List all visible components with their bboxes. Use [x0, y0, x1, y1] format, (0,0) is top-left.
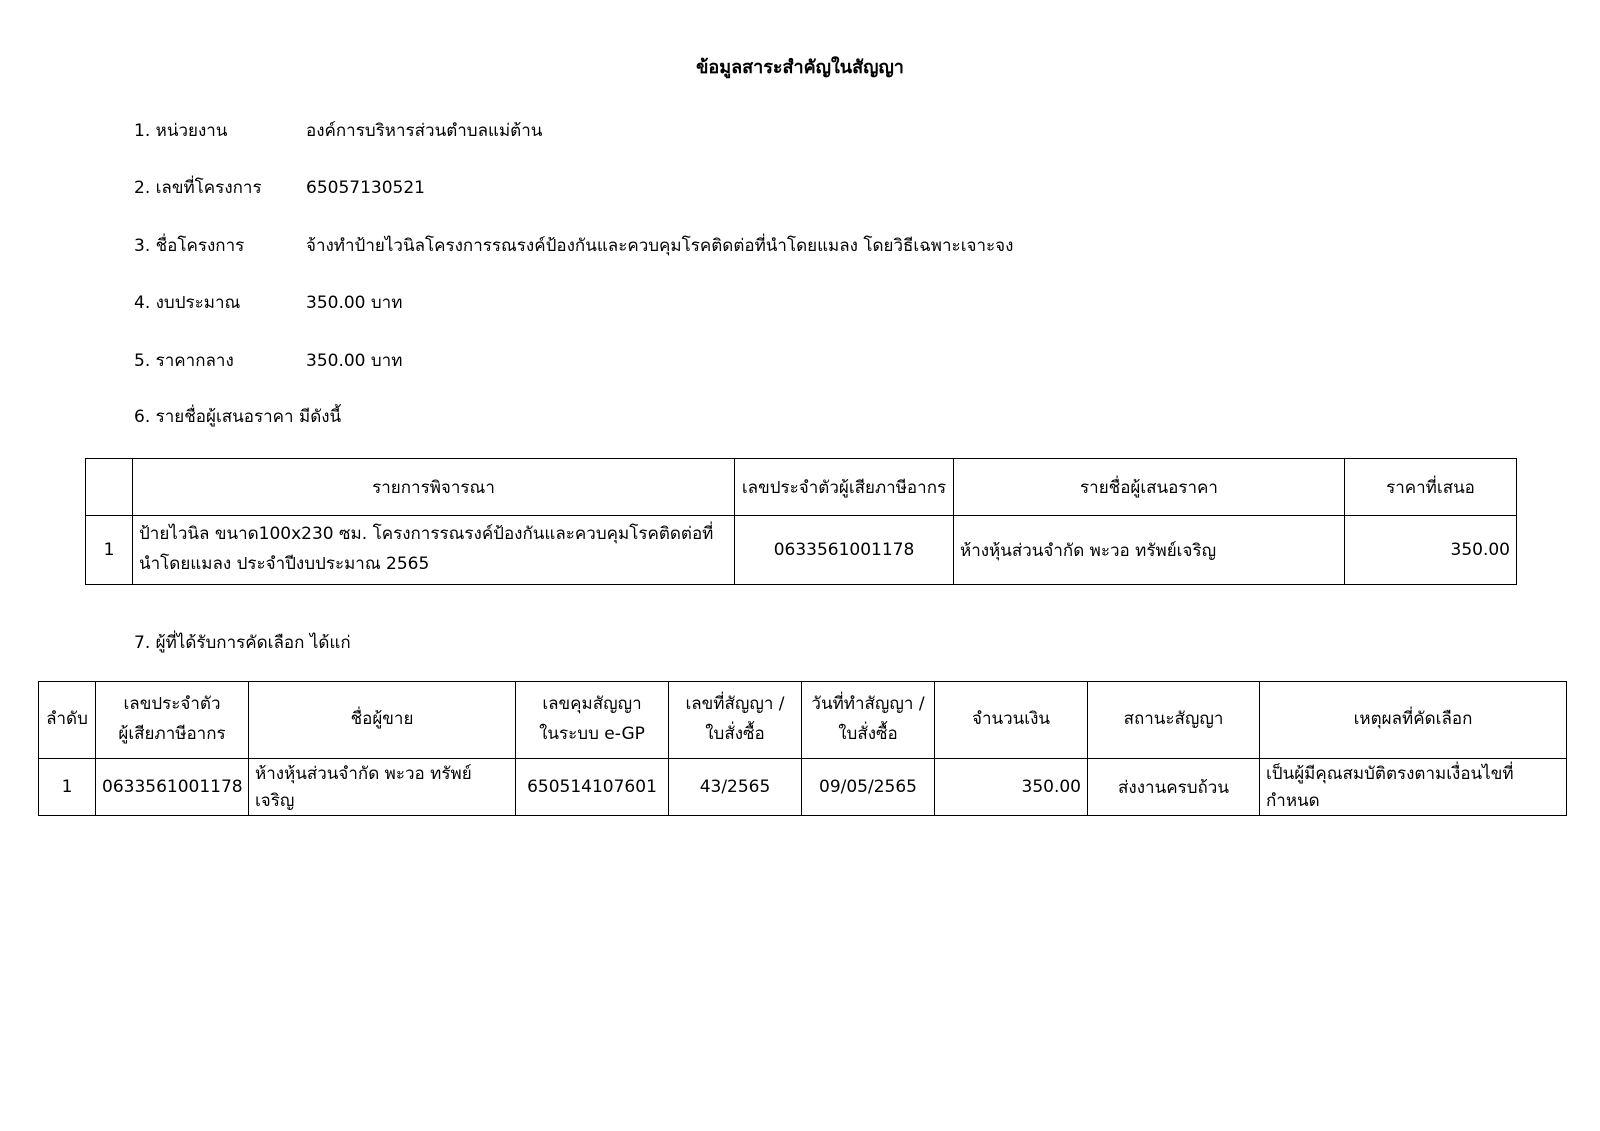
- column-header-amount: จำนวนเงิน: [935, 682, 1088, 759]
- info-value: จ้างทำป้ายไวนิลโครงการรณรงค์ป้องกันและควบคุมโรคติดต่อที่นำโดยแมลง โดยวิธีเฉพาะเจาะจง: [306, 236, 1014, 256]
- info-label: 5. ราคากลาง: [134, 351, 234, 371]
- bidders-table: [85, 458, 1517, 585]
- section-heading: 7. ผู้ที่ได้รับการคัดเลือก ได้แก่: [134, 633, 351, 653]
- row-number: 1: [39, 759, 96, 816]
- document-title: ข้อมูลสาระสำคัญในสัญญา: [696, 57, 904, 78]
- column-header-contract-date: วันที่ทำสัญญา / ใบสั่งซื้อ: [802, 682, 935, 759]
- item-description: ป้ายไวนิล ขนาด100x230 ซม. โครงการรณรงค์ป้องกันและควบคุมโรคติดต่อที่นำโดยแมลง ประจำปีงบประมาณ 2565: [133, 516, 735, 585]
- table-header-row: [86, 459, 1517, 516]
- contract-date: 09/05/2565: [802, 759, 935, 816]
- selected-vendor-table: [38, 681, 1567, 816]
- table-header-row: [39, 682, 1567, 759]
- column-header-bidder: รายชื่อผู้เสนอราคา: [954, 459, 1345, 516]
- info-label: 1. หน่วยงาน: [134, 121, 228, 141]
- tax-id: 0633561001178: [96, 759, 249, 816]
- column-header-no: [86, 459, 133, 516]
- contract-status: ส่งงานครบถ้วน: [1088, 759, 1260, 816]
- info-label: 2. เลขที่โครงการ: [134, 178, 262, 198]
- info-value: 350.00 บาท: [306, 351, 403, 371]
- info-value: 65057130521: [306, 178, 425, 198]
- column-header-reason: เหตุผลที่คัดเลือก: [1260, 682, 1567, 759]
- column-header-seller: ชื่อผู้ขาย: [249, 682, 516, 759]
- info-label: 4. งบประมาณ: [134, 293, 241, 313]
- row-number: 1: [86, 516, 133, 585]
- section-heading: 6. รายชื่อผู้เสนอราคา มีดังนี้: [134, 407, 342, 427]
- tax-id: 0633561001178: [735, 516, 954, 585]
- offered-price: 350.00: [1345, 516, 1517, 585]
- seller-name: ห้างหุ้นส่วนจำกัด พะวอ ทรัพย์เจริญ: [249, 759, 516, 816]
- contract-amount: 350.00: [935, 759, 1088, 816]
- contract-number: 43/2565: [669, 759, 802, 816]
- egp-control-number: 650514107601: [516, 759, 669, 816]
- selection-reason: เป็นผู้มีคุณสมบัติตรงตามเงื่อนไขที่กำหนด: [1260, 759, 1567, 816]
- info-value: องค์การบริหารส่วนตำบลแม่ต้าน: [306, 121, 543, 141]
- bidder-name: ห้างหุ้นส่วนจำกัด พะวอ ทรัพย์เจริญ: [954, 516, 1345, 585]
- column-header-tax-id: เลขประจำตัว ผู้เสียภาษีอากร: [96, 682, 249, 759]
- column-header-contract-no: เลขที่สัญญา / ใบสั่งซื้อ: [669, 682, 802, 759]
- table-row: [86, 516, 1517, 585]
- column-header-no: ลำดับ: [39, 682, 96, 759]
- column-header-egp: เลขคุมสัญญา ในระบบ e-GP: [516, 682, 669, 759]
- info-value: 350.00 บาท: [306, 293, 403, 313]
- info-label: 3. ชื่อโครงการ: [134, 236, 245, 256]
- column-header-item: รายการพิจารณา: [133, 459, 735, 516]
- column-header-tax-id: เลขประจำตัวผู้เสียภาษีอากร: [735, 459, 954, 516]
- column-header-status: สถานะสัญญา: [1088, 682, 1260, 759]
- column-header-price: ราคาที่เสนอ: [1345, 459, 1517, 516]
- table-row: [39, 759, 1567, 816]
